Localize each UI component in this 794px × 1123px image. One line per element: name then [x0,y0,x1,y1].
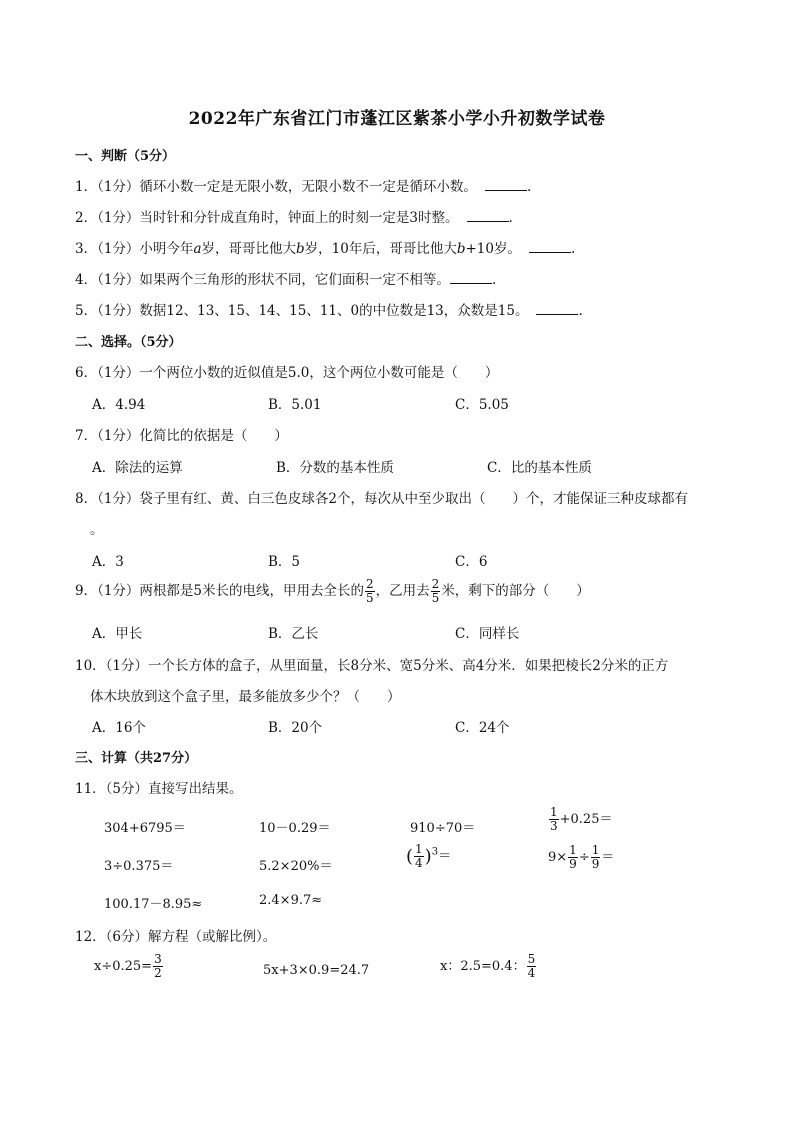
fraction-denominator: 9 [569,857,577,871]
fraction [549,806,559,833]
fraction-numerator: 3 [154,952,162,966]
exam-title: 2022年广东省江门市蓬江区紫茶小学小升初数学试卷 [188,109,606,129]
period: . [508,210,513,226]
fraction-denominator: 5 [366,591,374,605]
fraction-denominator: 4 [415,856,423,870]
q10-option-a[interactable]: A．16个 [92,720,146,736]
calc-text: 9× [548,850,568,865]
section-judge-heading: 一、判断（5分） [75,149,176,164]
fraction-numerator: 1 [415,842,423,856]
fraction-denominator: 9 [591,857,600,871]
question-4-text: 4．（1分）如果两个三角形的形状不同，它们面积一定不相等。 [75,272,450,288]
q8-option-c[interactable]: C．6 [455,554,488,570]
question-4 [75,268,496,288]
q8-option-a[interactable]: A．3 [92,554,124,570]
fraction-denominator: 3 [550,819,558,833]
section-choice-heading: 二、选择。（5分） [75,335,182,350]
question-9-text: 米，剩下的部分（ ） [441,583,590,599]
question-10-line-2: 体木块放到这个盒子里，最多能放多少个？（ ） [90,689,401,705]
question-8-line-1: 8．（1分）袋子里有红、黄、白三色皮球各2个，每次从中至少取出（ ）个，才能保证三种皮球都有 [75,491,689,507]
variable-b: b [456,241,466,257]
right-paren: ) [424,846,432,867]
question-3-text: 岁，哥哥比他大 [201,241,296,257]
question-3-text: +10岁。 [465,241,521,257]
q6-option-b[interactable]: B．5.01 [268,397,322,413]
equation-1 [94,953,164,980]
question-3-text: 岁，10年后，哥哥比他大 [304,241,457,257]
fraction [414,843,424,870]
period: . [526,179,532,195]
equals: ＝ [601,850,615,865]
equation-text: x：2.5=0.4： [440,959,526,974]
answer-blank[interactable] [529,240,571,253]
fraction-numerator: 1 [550,805,558,819]
calc-item: 910÷70＝ [410,821,476,836]
calc-item: 2.4×9.7≈ [259,893,323,908]
question-3 [75,237,575,257]
calc-item: 100.17－8.95≈ [104,897,203,912]
question-12: 12．（6分）解方程（或解比例）。 [75,929,277,945]
fraction-numerator: 2 [431,577,440,591]
equation-2: 5x+3×0.9=24.7 [263,963,370,978]
calc-item: 304+6795＝ [104,821,186,836]
q7-option-b[interactable]: B．分数的基本性质 [276,460,394,476]
left-paren: ( [406,846,414,867]
answer-blank[interactable] [536,302,578,315]
fraction-numerator: 2 [366,577,374,591]
fraction-denominator: 4 [527,966,536,980]
calc-item [406,843,451,870]
question-2 [75,206,513,226]
fraction [153,953,163,980]
q9-option-b[interactable]: B．乙长 [268,626,319,642]
q6-option-c[interactable]: C．5.05 [455,397,509,413]
question-5-text: 5．（1分）数据12、13、15、14、15、11、0的中位数是13，众数是15。 [75,303,529,319]
question-9-text: ，乙用去 [375,583,430,599]
calc-item [548,806,612,833]
calc-item: 3÷0.375＝ [104,859,174,874]
section-calc-heading: 三、计算（共27分） [75,751,198,766]
question-5 [75,299,583,319]
q10-option-b[interactable]: B．20个 [268,720,323,736]
calc-item [548,844,614,871]
question-1 [75,175,531,195]
q7-option-a[interactable]: A．除法的运算 [92,460,183,476]
equation-3 [440,953,537,980]
fraction [591,844,601,871]
question-1-text: 1．（1分）循环小数一定是无限小数，无限小数不一定是循环小数。 [75,179,477,195]
question-3-text: 3．（1分）小明今年 [75,241,194,257]
equation-text: x÷0.25= [94,959,153,974]
q9-option-c[interactable]: C．同样长 [455,626,520,642]
period: . [491,272,497,288]
calc-text: +0.25＝ [559,812,613,827]
q6-option-a[interactable]: A．4.94 [92,397,146,413]
fraction-numerator: 1 [591,843,600,857]
exponent: 3 [431,846,439,858]
q10-option-c[interactable]: C．24个 [455,720,510,736]
fraction-denominator: 2 [154,966,162,980]
fraction-numerator: 5 [527,952,536,966]
question-7: 7．（1分）化简比的依据是（ ） [75,428,288,444]
fraction [527,953,537,980]
q9-option-a[interactable]: A．甲长 [92,626,143,642]
q8-option-b[interactable]: B．5 [268,554,301,570]
divide-sign: ÷ [578,850,590,865]
fraction-numerator: 1 [569,843,577,857]
equals: ＝ [438,849,452,864]
period: . [578,303,583,319]
period: . [571,241,576,257]
answer-blank[interactable] [467,209,509,222]
question-2-text: 2．（1分）当时针和分针成直角时，钟面上的时刻一定是3时整。 [75,210,459,226]
answer-blank[interactable] [485,178,527,191]
variable-a: a [193,241,202,257]
calc-item: 10－0.29＝ [259,821,331,836]
fraction-denominator: 5 [431,591,440,605]
question-10-line-1: 10．（1分）一个长方体的盒子，从里面量，长8分米、宽5分米、高4分米．如果把棱长2分米的正方 [75,658,669,674]
fraction [431,578,441,605]
fraction [568,844,578,871]
question-9 [75,578,590,605]
question-6: 6．（1分）一个两位小数的近似值是5.0，这个两位小数可能是（ ） [75,365,499,381]
question-8-line-2: 。 [90,522,104,538]
variable-b: b [296,241,305,257]
fraction [365,578,375,605]
question-11: 11．（5分）直接写出结果。 [75,781,243,797]
question-9-text: 9．（1分）两根都是5米长的电线，甲用去全长的 [75,583,365,599]
calc-item: 5.2×20%＝ [259,859,333,874]
q7-option-c[interactable]: C．比的基本性质 [487,460,592,476]
answer-blank[interactable] [450,271,492,284]
